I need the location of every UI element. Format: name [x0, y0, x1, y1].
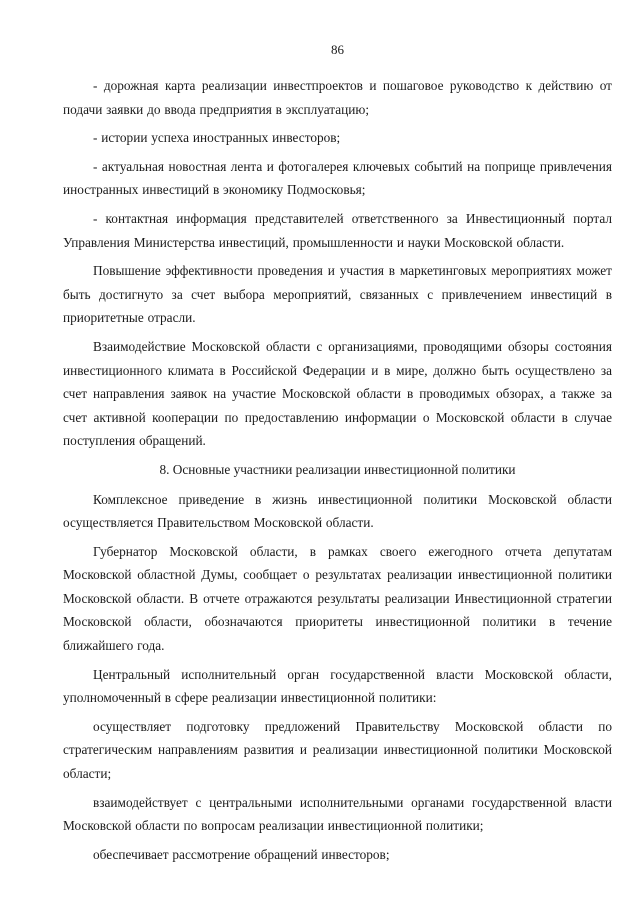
page-number: 86: [331, 42, 344, 57]
section-heading: 8. Основные участники реализации инвестиционной политики: [159, 461, 516, 477]
paragraph-prepares-proposals: осуществляет подготовку предложений Правительству Московской области по стратегическим направлениям развития и реализации инвестиционной политики Московской области;: [63, 718, 612, 782]
paragraph-government-role: Комплексное приведение в жизнь инвестиционной политики Московской области осуществляется Правительством Московской области.: [63, 491, 612, 531]
paragraph-review-organizations: Взаимодействие Московской области с организациями, проводящими обзоры состояния инвестиционного климата в Российской Федерации и в мире, должно быть осуществлено за счет направления заявок на участие Московской области в проводимых обзорах, а также за счет активной кооперации по предоставлению информации о Московской области в случае поступления обращений.: [63, 338, 612, 449]
bullet-news-feed: - актуальная новостная лента и фотогалерея ключевых событий на поприще привлечения иностранных инвестиций в экономику Подмосковья;: [63, 158, 612, 198]
bullet-success-stories: - истории успеха иностранных инвесторов;: [93, 130, 341, 146]
paragraph-central-authority: Центральный исполнительный орган государственной власти Московской области, уполномоченный в сфере реализации инвестиционной политики:: [63, 666, 612, 706]
bullet-contact-info: - контактная информация представителей ответственного за Инвестиционный портал Управления Министерства инвестиций, промышленности и науки Московской области.: [63, 210, 612, 250]
bullet-roadmap: - дорожная карта реализации инвестпроектов и пошаговое руководство к действию от подачи заявки до ввода предприятия в эксплуатацию;: [63, 78, 612, 117]
paragraph-marketing-efficiency: Повышение эффективности проведения и участия в маркетинговых мероприятиях может быть достигнуто за счет выбора мероприятий, связанных с привлечением инвестиций в приоритетные отрасли.: [63, 263, 612, 326]
paragraph-interacts-authorities: взаимодействует с центральными исполнительными органами государственной власти Московской области по вопросам реализации инвестиционной политики;: [63, 794, 612, 834]
paragraph-investor-appeals: обеспечивает рассмотрение обращений инвесторов;: [93, 846, 390, 862]
paragraph-governor-report: Губернатор Московской области, в рамках своего ежегодного отчета депутатам Московской областной Думы, сообщает о результатах реализации инвестиционной политики Московской области. В отчете отражаются результаты реализации Инвестиционной стратегии Московской области, обозначаются приоритеты инвестиционной политики в течение ближайшего года.: [63, 543, 612, 654]
